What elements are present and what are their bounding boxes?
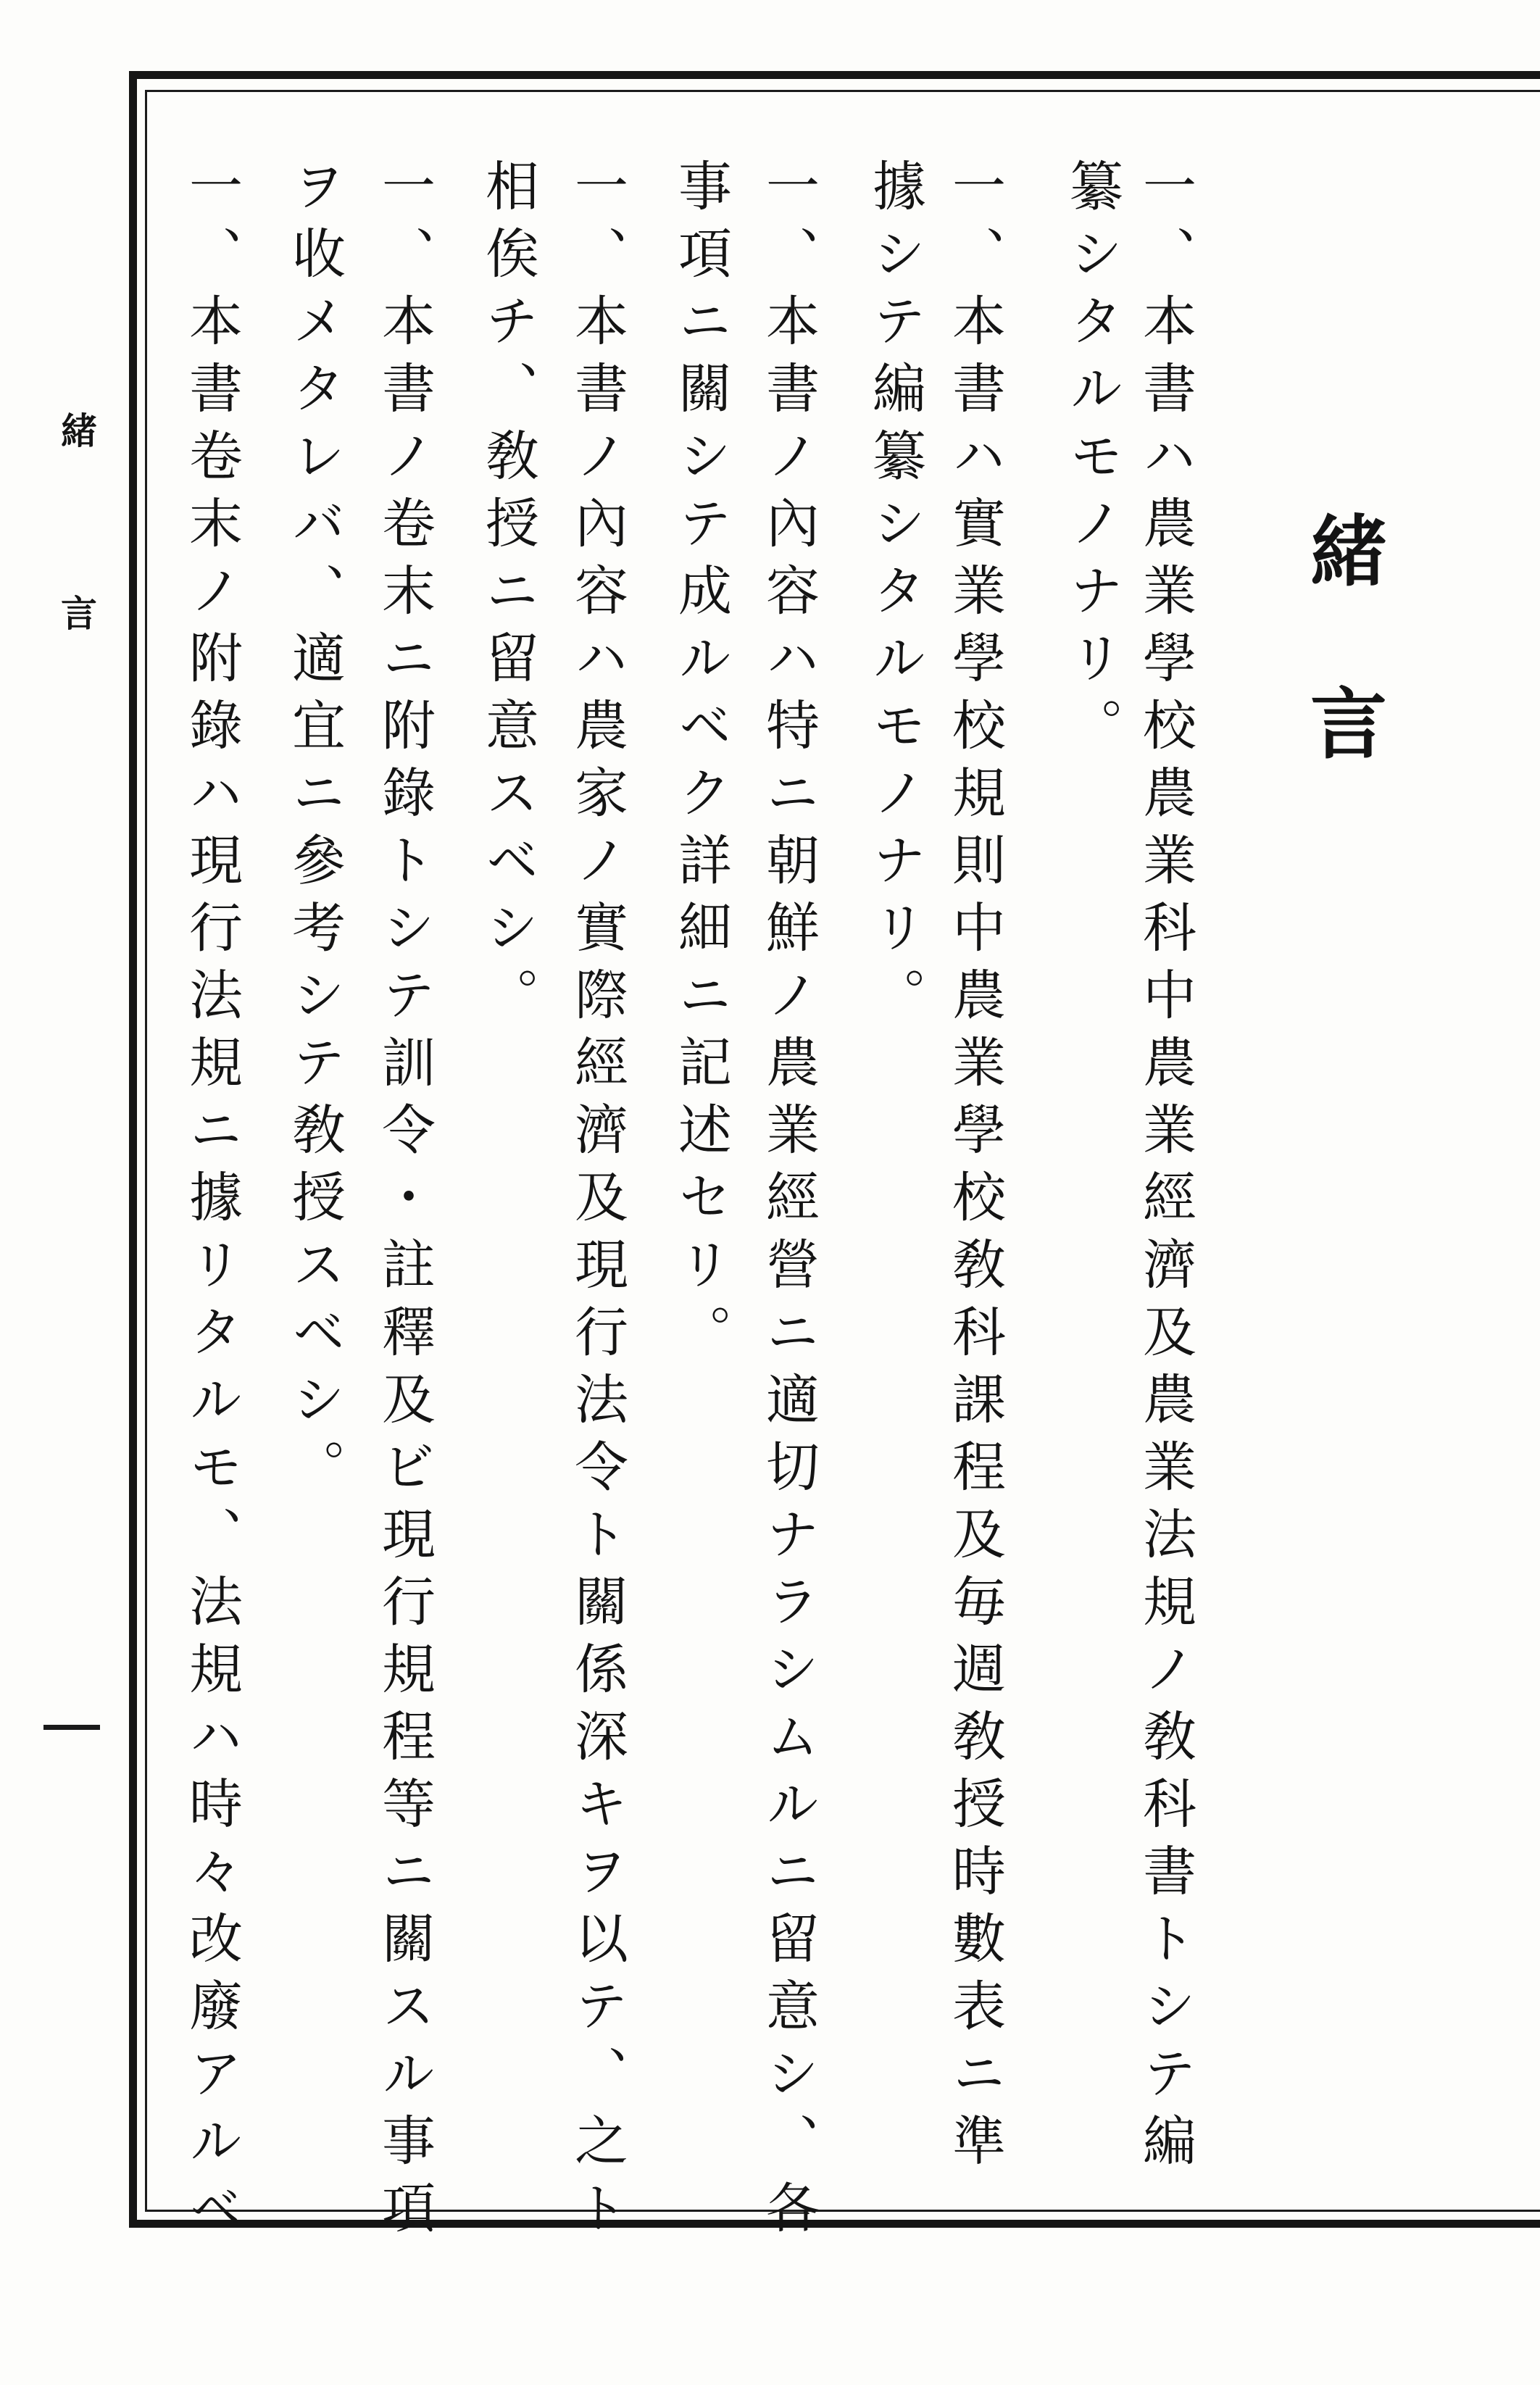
preface-title: 緒言	[1298, 511, 1389, 856]
preface-line-11: 一、本書卷末ノ附錄ハ現行法規ニ據リタルモ、法規ハ時々改廢アルベ	[180, 158, 243, 2247]
preface-line-6: 事項ニ關シテ成ルベク詳細ニ記述セリ。	[670, 158, 732, 1371]
preface-line-1: 一、本書ハ農業學校農業科中農業經濟及農業法規ノ敎科書トシテ編	[1134, 158, 1196, 2180]
preface-line-8: 相俟チ、敎授ニ留意スベシ。	[477, 158, 539, 1034]
preface-line-9: 一、本書ノ卷末ニ附錄トシテ訓令・註釋及ビ現行規程等ニ關スル事項	[373, 158, 436, 2247]
running-head: 緒 言	[55, 412, 98, 686]
preface-line-7: 一、本書ノ內容ハ農家ノ實際經濟及現行法令ト關係深キヲ以テ、之ト	[566, 158, 628, 2247]
preface-line-10: ヲ收メタレバ、適宜ニ參考シテ敎授スベシ。	[283, 158, 346, 1506]
page-number	[43, 1725, 100, 1730]
preface-line-4: 據シテ編纂シタルモノナリ。	[864, 158, 926, 1034]
preface-line-2: 纂シタルモノナリ。	[1061, 158, 1123, 765]
preface-line-5: 一、本書ノ內容ハ特ニ朝鮮ノ農業經營ニ適切ナラシムルニ留意シ、各	[757, 158, 820, 2247]
preface-line-3: 一、本書ハ實業學校規則中農業學校敎科課程及毎週敎授時數表ニ準	[944, 158, 1006, 2180]
page-border-inner	[145, 90, 1540, 2212]
